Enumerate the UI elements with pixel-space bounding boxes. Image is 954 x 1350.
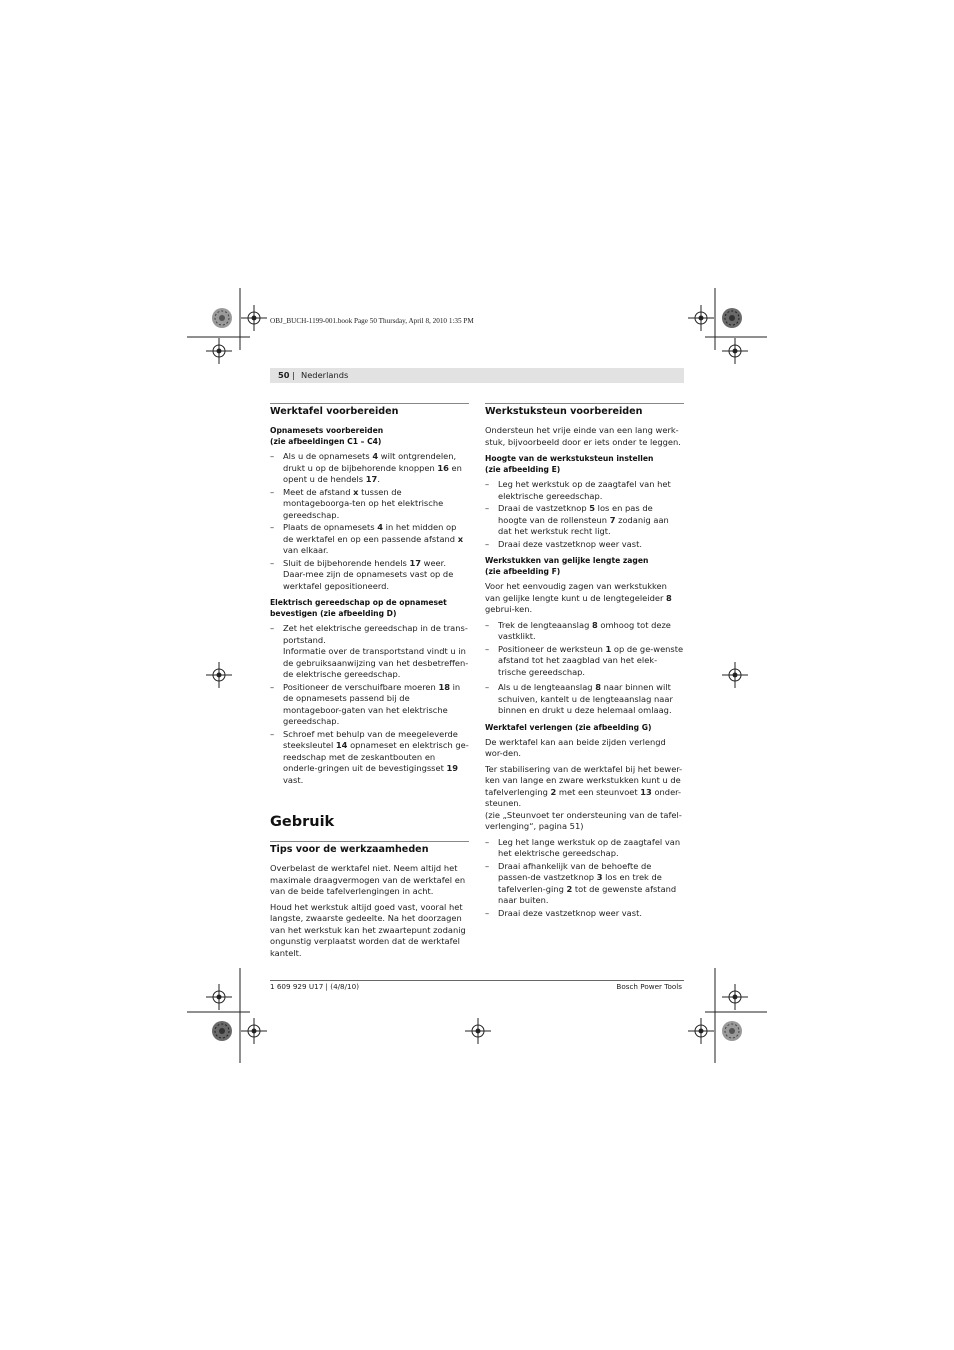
list-verlengen: [485, 837, 684, 920]
list-item: – Plaats de opnamesets 4 in het midden op de werktafel en op een passende afstand x van elkaar.: [270, 522, 469, 557]
footer-brand: Bosch Power Tools: [616, 982, 682, 991]
section-title-werkstuksteun: Werkstuksteun voorbereiden: [485, 403, 684, 418]
list-item: – Sluit de bijbehorende hendels 17 weer. Daar-mee zijn de opnamesets vast op de werktafel gepositioneerd.: [270, 558, 469, 593]
subsection-gelijke-lengte: Werkstukken van gelijke lengte zagen (zie afbeelding F): [485, 556, 649, 576]
list-gelijke-lengte: [485, 620, 684, 717]
subsection-gereedschap-bevestigen: Elektrisch gereedschap op de opnameset bevestigen (zie afbeelding D): [270, 598, 447, 618]
list-item: – Als u de opnamesets 4 wilt ontgrendelen, drukt u op de bijbehorende knoppen 16 en opent u de hendels 17.: [270, 451, 469, 486]
page-number: 50: [278, 370, 290, 380]
list-hoogte: [485, 479, 684, 550]
list-item: – Draai afhankelijk van de behoefte de passen-de vastzetknop 3 los en trek de tafelverlen-ging 2 tot de gewenste afstand naar buiten.: [485, 861, 684, 907]
page-header: [270, 368, 684, 383]
paragraph: Ondersteun het vrije einde van een lang werk-stuk, bijvoorbeeld door er iets onder te leggen.: [485, 425, 681, 447]
chapter-title-gebruik: Gebruik: [270, 814, 335, 830]
list-item: – Positioneer de werksteun 1 op de ge-wenste afstand tot het zaagblad van het elek-trische gereedschap.: [485, 644, 684, 679]
subsection-hoogte: Hoogte van de werkstuksteun instellen (zie afbeelding E): [485, 454, 654, 474]
subsection-opnamesets: Opnamesets voorbereiden (zie afbeeldingen C1 – C4): [270, 426, 384, 446]
paragraph: (zie „Steunvoet ter ondersteuning van de tafel-verlenging“, pagina 51): [485, 809, 682, 831]
print-file-info: OBJ_BUCH-1199-001.book Page 50 Thursday, April 8, 2010 1:35 PM: [270, 317, 474, 325]
paragraph: Houd het werkstuk altijd goed vast, vooral het langste, zwaarste gedeelte. Na het doorzagen van het werkstuk kan het zwaartepunt zodanig ongunstig verplaatst worden dat de werktafel kantelt.: [270, 901, 466, 958]
header-language: Nederlands: [301, 370, 349, 380]
paragraph: Voor het eenvoudig zagen van werkstukken van gelijke lengte kunt u de lengtegeleider 8 gebrui-ken.: [485, 581, 672, 614]
footer-divider: [270, 980, 684, 981]
paragraph: De werktafel kan aan beide zijden verlengd wor-den.: [485, 736, 666, 758]
list-item: – Meet de afstand x tussen de montageboorga-ten op het elektrische gereedschap.: [270, 487, 469, 522]
subsection-verlengen: Werktafel verlengen (zie afbeelding G): [485, 722, 652, 732]
list-item: – Leg het werkstuk op de zaagtafel van het elektrische gereedschap.: [485, 479, 684, 502]
paragraph: Overbelast de werktafel niet. Neem altijd het maximale draagvermogen van de werktafel en van de beide tafelverlengingen in acht.: [270, 863, 466, 896]
list-item: – Draai de vastzetknop 5 los en pas de hoogte van de rollensteun 7 zodanig aan dat het werkstuk recht ligt.: [485, 503, 684, 538]
list-item: – Leg het lange werkstuk op de zaagtafel van het elektrische gereedschap.: [485, 837, 684, 860]
left-column: [270, 403, 469, 963]
list-item: – Positioneer de verschuifbare moeren 18 in de opnamesets passend bij de montageboor-gaten van het elektrische gereedschap.: [270, 682, 469, 728]
list-item: – Schroef met behulp van de meegeleverde steeksleutel 14 opnameset en elektrisch ge-reedschap met de zeskantbouten en onderle-gringen uit de bevestigingsset 19 vast.: [270, 729, 469, 787]
section-title-werktafel: Werktafel voorbereiden: [270, 403, 469, 418]
section-title-tips: Tips voor de werkzaamheden: [270, 841, 469, 856]
list-item: – Zet het elektrische gereedschap in de trans-portstand. Informatie over de transportstand vindt u in de gebruiksaanwijzing van het desbetreffen-de elektrische gereedschap.: [270, 623, 469, 681]
list-opnamesets: [270, 451, 469, 592]
paragraph: Ter stabilisering van de werktafel bij het bewer-ken van lange en zware werkstukken kunt u de tafelverlenging 2 met een steunvoet 13 onder-steunen.: [485, 763, 683, 808]
list-item: – Draai deze vastzetknop weer vast.: [485, 908, 684, 920]
list-gereedschap: [270, 623, 469, 786]
list-item: – Als u de lengteaanslag 8 naar binnen wilt schuiven, kantelt u de lengteaanslag naar binnen en drukt u deze helemaal omlaag.: [485, 682, 684, 717]
footer-doc-number: 1 609 929 U17 | (4/8/10): [270, 982, 360, 991]
right-column: [485, 403, 684, 923]
list-item: – Draai deze vastzetknop weer vast.: [485, 539, 684, 551]
list-item: – Trek de lengteaanslag 8 omhoog tot deze vastklikt.: [485, 620, 684, 643]
header-separator: |: [292, 370, 295, 380]
